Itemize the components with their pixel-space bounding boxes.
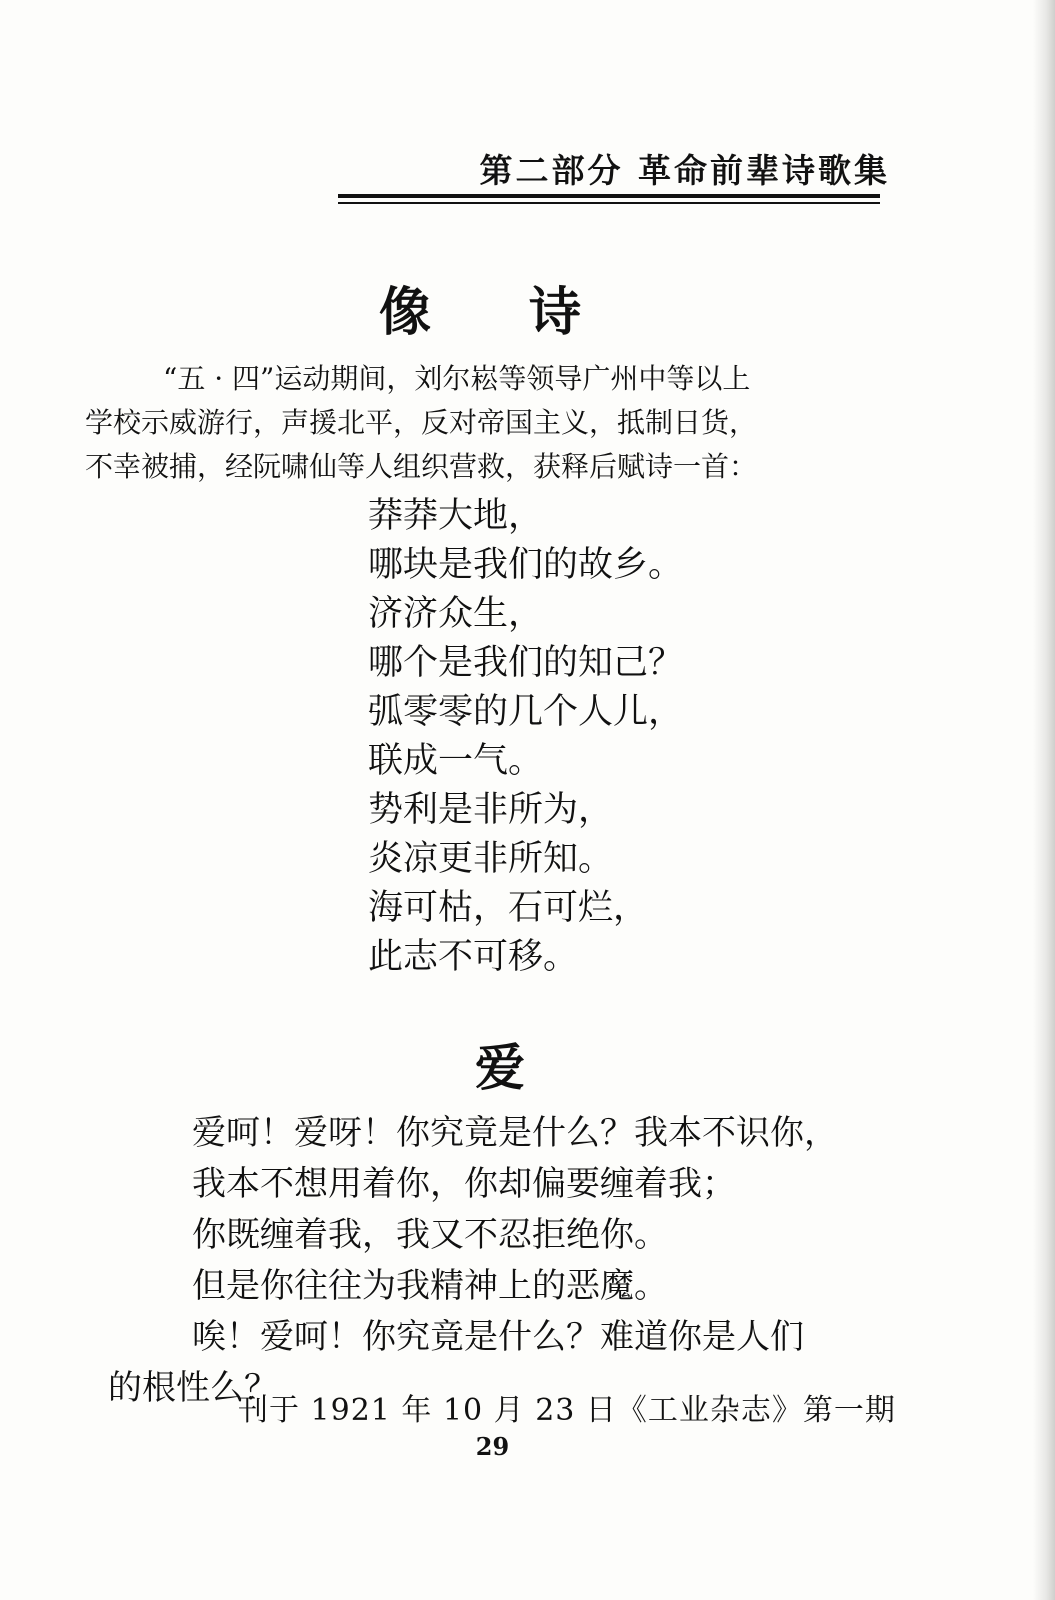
header-rule-thin [338, 202, 880, 204]
verse-line: 海可枯，石可烂， [368, 888, 649, 928]
header-rule-thick [338, 194, 880, 198]
prose-line: 爱呵！爱呀！你究竟是什么？我本不识你， [192, 1113, 838, 1153]
intro-line: “五 · 四”运动期间，刘尔崧等领导广州中等以上 [163, 362, 751, 395]
poem-verse [368, 492, 868, 982]
page-number: 29 [475, 1432, 510, 1461]
poem-title-ai: 爱 [475, 1038, 525, 1097]
verse-line: 此志不可移。 [368, 937, 579, 977]
verse-line: 联成一气。 [368, 741, 544, 781]
page-edge-shadow [1033, 0, 1055, 1600]
intro-line: 不幸被捕，经阮啸仙等人组织营救，获释后赋诗一首： [85, 450, 758, 483]
prose-line: 我本不想用着你，你却偏要缠着我； [192, 1164, 736, 1204]
prose-line: 的根性么？ [108, 1368, 278, 1408]
publication-source: 刊于 1921 年 10 月 23 日《工业杂志》第一期 [238, 1393, 896, 1428]
verse-line: 哪个是我们的知己？ [368, 643, 684, 683]
prose-poem [108, 1108, 908, 1414]
poem-intro [85, 357, 885, 489]
intro-line: 学校示威游行，声援北平，反对帝国主义，抵制日货， [85, 406, 758, 439]
verse-line: 莽莽大地， [368, 496, 544, 536]
verse-line: 炎凉更非所知。 [368, 839, 614, 879]
verse-line: 济济众生， [368, 594, 544, 634]
prose-line: 唉！爱呵！你究竟是什么？难道你是人们 [192, 1317, 804, 1357]
verse-line: 势利是非所为， [368, 790, 614, 830]
prose-line: 但是你往往为我精神上的恶魔。 [192, 1266, 668, 1306]
running-header: 第二部分 革命前辈诗歌集 [479, 151, 890, 190]
verse-line: 弧零零的几个人儿， [368, 692, 684, 732]
poem-title-xiangshi: 像 诗 [378, 282, 622, 343]
verse-line: 哪块是我们的故乡。 [368, 545, 684, 585]
prose-line: 你既缠着我，我又不忍拒绝你。 [192, 1215, 668, 1255]
